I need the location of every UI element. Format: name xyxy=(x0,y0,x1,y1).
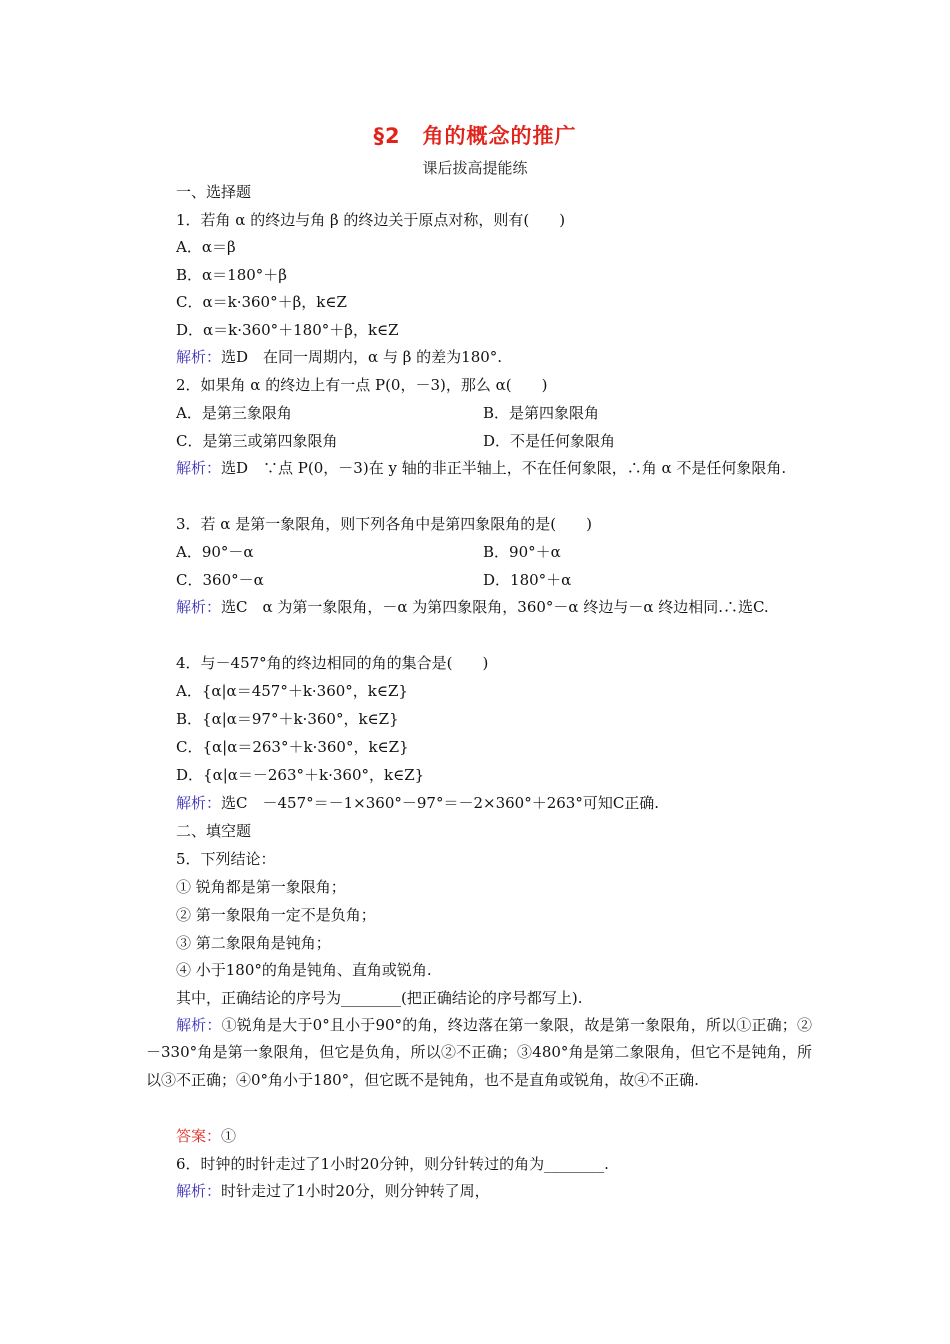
section-heading-fill: 二、填空题 xyxy=(176,822,252,840)
q5-item-2: ② 第一象限角一定不是负角； xyxy=(176,906,376,924)
analysis-label: 解析： xyxy=(176,598,222,616)
page-title: §2 角的概念的推广 xyxy=(373,124,577,148)
q3-option-c: C．360°－α xyxy=(176,571,264,589)
q3-stem: 3．若 α 是第一象限角，则下列各角中是第四象限角的是( ) xyxy=(176,515,592,533)
q1-option-d: D．α＝k·360°＋180°＋β，k∈Z xyxy=(176,321,399,339)
answer-label: 答案： xyxy=(176,1127,222,1145)
q1-analysis xyxy=(176,347,502,367)
q2-analysis xyxy=(146,455,812,482)
q2-option-b: B．是第四象限角 xyxy=(483,404,600,422)
q5-answer xyxy=(176,1126,236,1146)
q2-option-d: D．不是任何象限角 xyxy=(483,432,616,450)
q3-option-b: B．90°＋α xyxy=(483,543,561,561)
q5-item-1: ① 锐角都是第一象限角； xyxy=(176,878,346,896)
q6-analysis xyxy=(176,1181,490,1201)
q4-analysis xyxy=(176,793,659,813)
analysis-label: 解析： xyxy=(176,1016,222,1034)
q3-option-d: D．180°＋α xyxy=(483,571,572,589)
q1-analysis-text: 选D 在同一周期内，α 与 β 的差为180°. xyxy=(221,348,503,366)
q2-option-a: A．是第三象限角 xyxy=(176,404,292,422)
q4-option-d: D．{α|α＝－263°＋k·360°，k∈Z} xyxy=(176,766,425,784)
page-subtitle: 课后拔高提能练 xyxy=(422,159,528,177)
q1-stem: 1．若角 α 的终边与角 β 的终边关于原点对称，则有( ) xyxy=(176,211,566,229)
q5-question: 其中，正确结论的序号为________(把正确结论的序号都写上). xyxy=(176,989,583,1007)
analysis-label: 解析： xyxy=(176,348,222,366)
q1-option-a: A．α＝β xyxy=(176,238,236,256)
analysis-label: 解析： xyxy=(176,459,222,477)
q2-stem: 2．如果角 α 的终边上有一点 P(0，－3)，那么 α( ) xyxy=(176,376,548,394)
q6-analysis-text: 时针走过了1小时20分，则分钟转了周， xyxy=(221,1182,490,1200)
q4-option-c: C．{α|α＝263°＋k·360°，k∈Z} xyxy=(176,738,409,756)
q5-item-4: ④ 小于180°的角是钝角、直角或锐角. xyxy=(176,961,432,979)
q5-analysis xyxy=(146,1012,812,1094)
q1-option-c: C．α＝k·360°＋β，k∈Z xyxy=(176,293,347,311)
q2-analysis-text: 选D ∵点 P(0，－3)在 y 轴的非正半轴上，不在任何象限，∴角 α 不是任何象限角. xyxy=(221,459,787,477)
q4-option-a: A．{α|α＝457°＋k·360°，k∈Z} xyxy=(176,682,408,700)
analysis-label: 解析： xyxy=(176,794,222,812)
q4-analysis-text: 选C －457°＝－1×360°－97°＝－2×360°＋263°可知C正确. xyxy=(221,794,660,812)
q1-option-b: B．α＝180°＋β xyxy=(176,266,287,284)
q6-stem: 6．时钟的时针走过了1小时20分钟，则分针转过的角为________. xyxy=(176,1155,609,1173)
q3-analysis xyxy=(146,594,812,621)
q5-item-3: ③ 第二象限角是钝角； xyxy=(176,934,331,952)
q3-analysis-text: 选C α 为第一象限角，－α 为第四象限角，360°－α 终边与－α 终边相同.∴选C. xyxy=(221,598,769,616)
q5-stem: 5．下列结论： xyxy=(176,850,276,868)
q5-answer-text: ① xyxy=(221,1127,237,1145)
q5-analysis-text: ①锐角是大于0°且小于90°的角，终边落在第一象限，故是第一象限角，所以①正确；②－330°角是第一象限角，但它是负角，所以②不正确；③480°角是第二象限角，但它不是钝角，所以③不正确；④0°角小于180°，但它既不是钝角，也不是直角或锐角，故④不正确. xyxy=(146,1016,812,1089)
analysis-label: 解析： xyxy=(176,1182,222,1200)
q4-stem: 4．与－457°角的终边相同的角的集合是( ) xyxy=(176,654,489,672)
q3-option-a: A．90°－α xyxy=(176,543,254,561)
q4-option-b: B．{α|α＝97°＋k·360°，k∈Z} xyxy=(176,710,399,728)
q2-option-c: C．是第三或第四象限角 xyxy=(176,432,338,450)
section-heading-choice: 一、选择题 xyxy=(176,183,252,201)
